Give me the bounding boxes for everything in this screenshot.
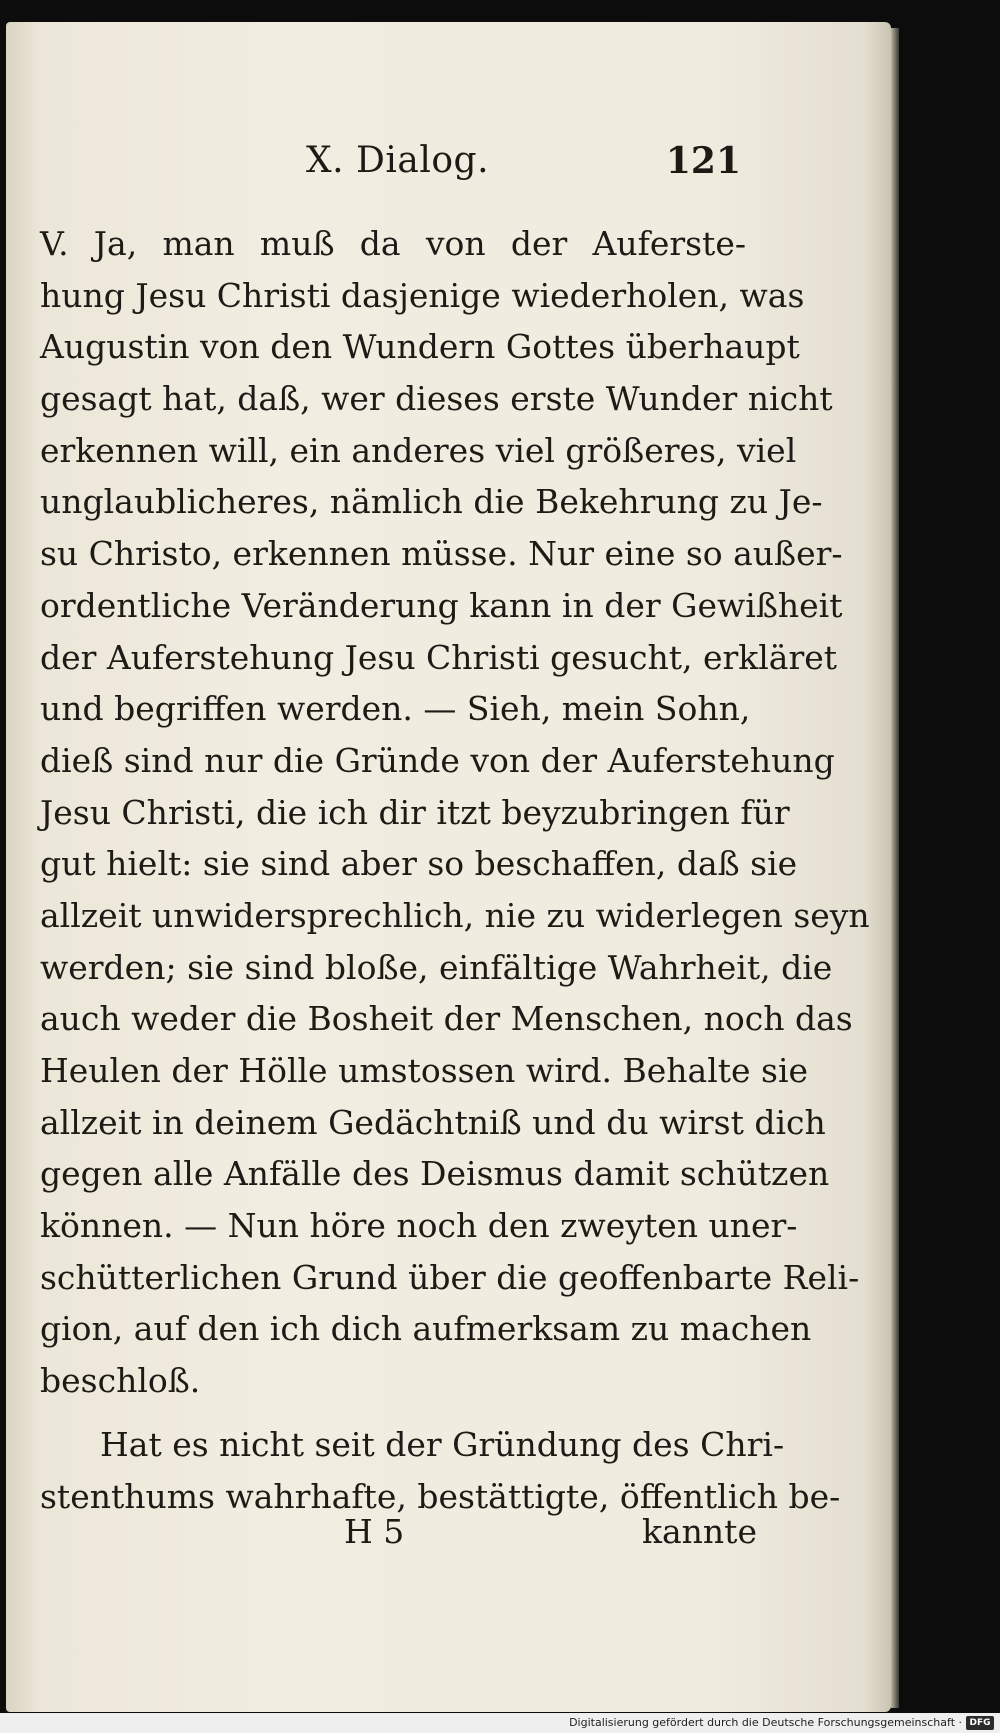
text-line: gesagt hat, daß, wer dieses erste Wunder nicht	[40, 379, 833, 419]
text-line: schütterlichen Grund über die geoffenbarte Reli-	[40, 1257, 860, 1297]
page-number: 121	[665, 140, 741, 182]
running-title: X. Dialog.	[306, 140, 490, 181]
text-line: gegen alle Anfälle des Deismus damit schützen	[40, 1154, 830, 1194]
text-line: gion, auf den ich dich aufmerksam zu machen	[40, 1309, 812, 1349]
text-line: beschloß.	[40, 1361, 201, 1401]
text-line: der Auferstehung Jesu Christi gesucht, erkläret	[40, 637, 838, 677]
dfg-logo-icon: DFG	[966, 1716, 994, 1730]
text-line: allzeit unwidersprechlich, nie zu widerlegen seyn	[40, 895, 870, 935]
text-line: Heulen der Hölle umstossen wird. Behalte sie	[40, 1051, 809, 1090]
text-line: und begriffen werden. — Sieh, mein Sohn,	[40, 689, 751, 729]
page-edge	[891, 28, 899, 1708]
text-line: dieß sind nur die Gründe von der Auferstehung	[40, 740, 835, 780]
text-line: V. Ja, man muß da von der Auferste-	[40, 224, 746, 263]
book-page	[6, 22, 891, 1712]
text-line: su Christo, erkennen müsse. Nur eine so außer-	[40, 534, 843, 574]
text-line: unglaublicheres, nämlich die Bekehrung zu Je-	[40, 482, 823, 522]
text-line: erkennen will, ein anderes viel größeres, viel	[40, 430, 797, 470]
text-line: Jesu Christi, die ich dir itzt beyzubringen für	[40, 792, 790, 832]
page-header	[6, 132, 891, 182]
text-line: werden; sie sind bloße, einfältige Wahrheit, die	[40, 947, 833, 987]
text-line: auch weder die Bosheit der Menschen, noch das	[40, 999, 853, 1039]
text-line: können. — Nun höre noch den zweyten uner-	[40, 1206, 798, 1246]
text-line: stenthums wahrhafte, bestättigte, öffentlich be-	[40, 1476, 841, 1516]
text-line: allzeit in deinem Gedächtniß und du wirst dich	[40, 1102, 826, 1142]
credit-bar	[0, 1713, 1000, 1733]
text-line: hung Jesu Christi dasjenige wiederholen, was	[40, 275, 805, 315]
text-line: Augustin von den Wundern Gottes überhaupt	[40, 327, 800, 367]
text-line: ordentliche Veränderung kann in der Gewißheit	[40, 585, 843, 625]
catchword: kannte	[642, 1512, 757, 1551]
text-line: Hat es nicht seit der Gründung des Chri-	[100, 1424, 785, 1464]
text-line: gut hielt: sie sind aber so beschaffen, daß sie	[40, 844, 798, 884]
page-footer	[6, 1512, 891, 1562]
signature-mark: H 5	[344, 1512, 405, 1551]
body-text	[40, 218, 870, 1522]
credit-text: Digitalisierung gefördert durch die Deutsche Forschungsgemeinschaft ·	[569, 1716, 962, 1729]
